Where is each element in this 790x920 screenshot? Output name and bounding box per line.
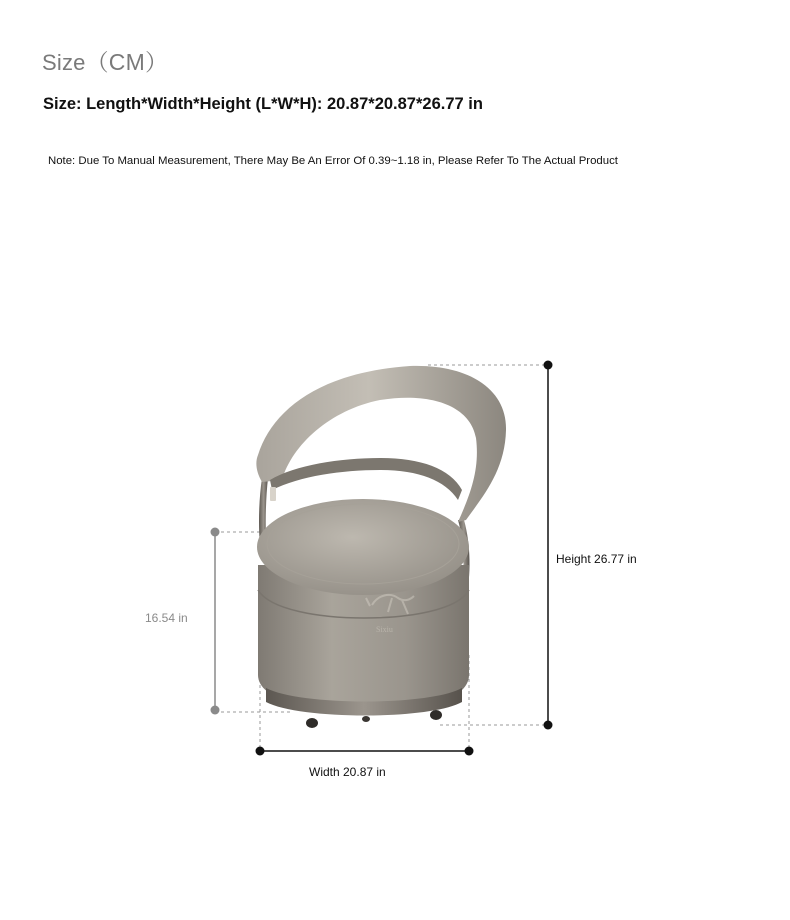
measurement-note: Note: Due To Manual Measurement, There May Be An Error Of 0.39~1.18 in, Please Refer To The Actual Product	[48, 155, 618, 167]
size-title: Size	[42, 50, 86, 75]
width-dimension-line	[256, 747, 474, 756]
height-label: Height 26.77 in	[556, 552, 637, 566]
seat-height-dimension-line	[211, 528, 220, 715]
size-specification: Size: Length*Width*Height (L*W*H): 20.87*20.87*26.77 in	[43, 95, 483, 113]
height-dimension-line	[544, 361, 553, 730]
svg-text:Sixiu: Sixiu	[376, 625, 393, 634]
unit-label: （CM）	[85, 49, 169, 75]
chair-image	[256, 366, 506, 728]
seat-height-label: 16.54 in	[145, 611, 188, 625]
width-label: Width 20.87 in	[309, 765, 386, 779]
